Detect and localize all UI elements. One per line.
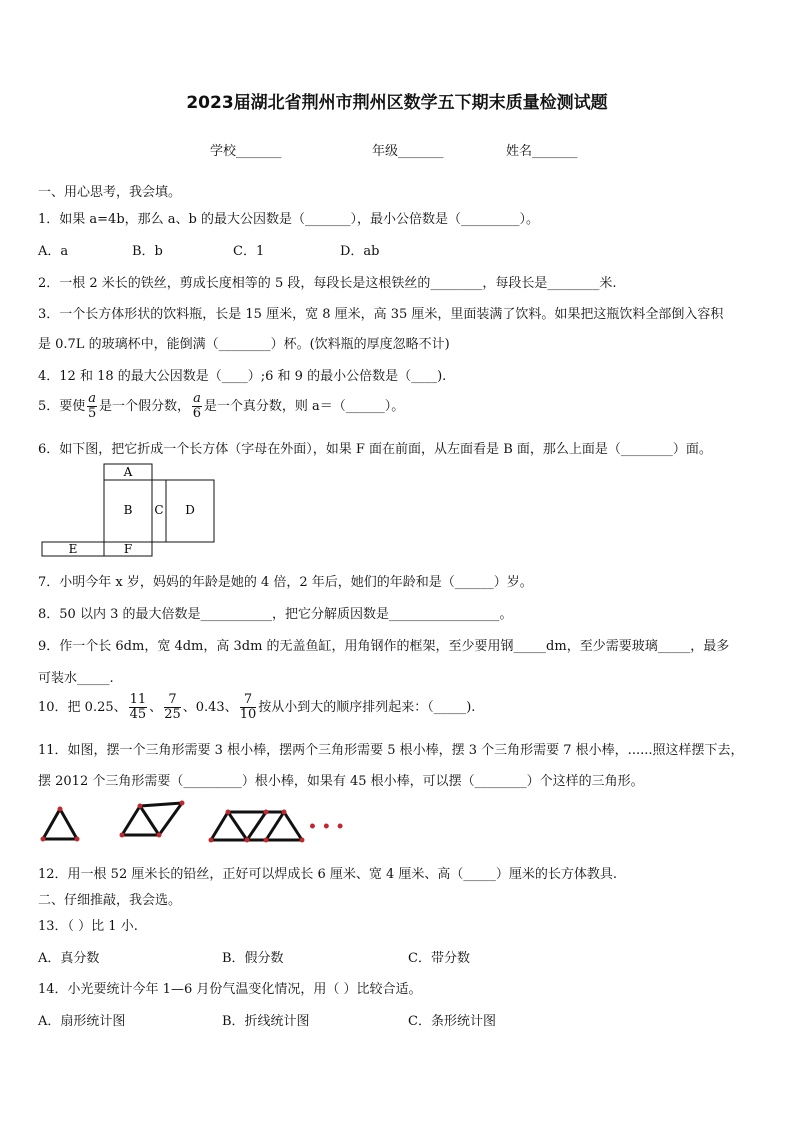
face-label-f: F	[123, 542, 133, 556]
q14-option-b: B．折线统计图	[222, 1014, 310, 1029]
school-field: 学校_______	[210, 144, 282, 159]
section-2-heading: 二、仔细推敲，我会选。	[38, 893, 182, 908]
q13-option-b: B．假分数	[222, 951, 284, 966]
q5-pre: 5．要使	[38, 399, 86, 414]
q1-option-c: C．1	[233, 244, 265, 259]
question-12: 12．用一根 52 厘米长的铅丝，正好可以焊成长 6 厘米、宽 4 厘米、高（_____）厘米的长方体教具.	[38, 867, 618, 882]
face-label-e: E	[68, 542, 78, 556]
question-9-line-1: 9．作一个长 6dm，宽 4dm，高 3dm 的无盖鱼缸，用角钢作的框架，至少要用钢_____dm，至少需要玻璃_____，最多	[38, 639, 730, 654]
q1-option-d: D．ab	[340, 244, 380, 259]
page-title: 2023届湖北省荆州市荆州区数学五下期末质量检测试题	[186, 93, 608, 113]
q1-option-a: A．a	[38, 244, 69, 259]
section-1-heading: 一、用心思考，我会填。	[38, 185, 182, 200]
q10-fraction-1: $\frac{11}{45}$	[129, 692, 147, 722]
q10-post: 按从小到大的顺序排列起来：（_____).	[258, 700, 476, 715]
question-13: 13．（ ）比 1 小.	[38, 919, 138, 934]
grade-field: 年级_______	[372, 144, 444, 159]
q1-option-b: B．b	[132, 244, 163, 259]
q5-post: 是一个真分数，则 a＝（______）。	[203, 399, 405, 414]
question-3-line-2: 是 0.7L 的玻璃杯中，能倒满（________）杯。(饮料瓶的厚度忽略不计)	[38, 337, 450, 352]
q10-pre: 10．把 0.25、	[38, 700, 127, 715]
three-triangles	[211, 812, 284, 840]
question-11-line-1: 11．如图，摆一个三角形需要 3 根小棒，摆两个三角形需要 5 根小棒，摆 3 个三角形需要 7 根小棒，......照这样摆下去，	[38, 743, 744, 758]
question-4: 4．12 和 18 的最大公因数是（____）;6 和 9 的最小公倍数是（____).	[38, 369, 447, 384]
question-14: 14．小光要统计今年 1—6 月份气温变化情况，用（ ）比较合适。	[38, 982, 422, 997]
cuboid-net-figure	[40, 462, 230, 560]
q10-sep-2: 、0.43、	[182, 700, 238, 715]
ellipsis-dots: • • •	[308, 819, 345, 835]
question-7: 7．小明今年 x 岁，妈妈的年龄是她的 4 倍，2 年后，她们的年龄和是（______）岁。	[38, 575, 533, 590]
name-field: 姓名_______	[506, 144, 578, 159]
question-9-line-2: 可装水_____.	[38, 671, 114, 686]
question-3-line-1: 3．一个长方体形状的饮料瓶，长是 15 厘米，宽 8 厘米，高 35 厘米，里面装满了饮料。如果把这瓶饮料全部倒入容积	[38, 307, 724, 322]
question-2: 2．一根 2 米长的铁丝，剪成长度相等的 5 段，每段长是这根铁丝的________，每段长是________米.	[38, 276, 617, 291]
q13-option-c: C．带分数	[408, 951, 470, 966]
face-label-b: B	[123, 503, 133, 517]
face-label-d: D	[185, 503, 195, 517]
q5-mid: 是一个假分数，	[99, 399, 191, 414]
question-8: 8．50 以内 3 的最大倍数是___________，把它分解质因数是_________________。	[38, 607, 513, 622]
face-label-c: C	[154, 503, 164, 517]
one-triangle	[43, 809, 77, 839]
q14-option-c: C．条形统计图	[408, 1014, 496, 1029]
q14-option-a: A．扇形统计图	[38, 1014, 126, 1029]
q10-fraction-3: $\frac{7}{10}$	[239, 692, 257, 722]
triangle-pattern-figure	[36, 798, 346, 848]
question-10	[38, 693, 475, 722]
question-1: 1．如果 a=4b，那么 a、b 的最大公因数是（_______），最小公倍数是（_________）。	[38, 212, 539, 227]
question-5	[38, 392, 404, 421]
two-triangles	[122, 803, 182, 835]
face-label-a: A	[123, 465, 133, 479]
q5-fraction-1: $\frac{a}{5}$	[88, 391, 97, 421]
q10-sep-1: 、	[149, 700, 163, 715]
question-6: 6．如下图，把它折成一个长方体（字母在外面），如果 F 面在前面，从左面看是 B 面，那么上面是（________）面。	[38, 442, 712, 457]
question-11-line-2: 摆 2012 个三角形需要（_________）根小棒，如果有 45 根小棒，可以摆（________）个这样的三角形。	[38, 774, 644, 789]
q5-fraction-2: $\frac{a}{6}$	[192, 391, 202, 421]
q13-option-a: A．真分数	[38, 951, 100, 966]
q10-fraction-2: $\frac{7}{25}$	[164, 692, 181, 722]
